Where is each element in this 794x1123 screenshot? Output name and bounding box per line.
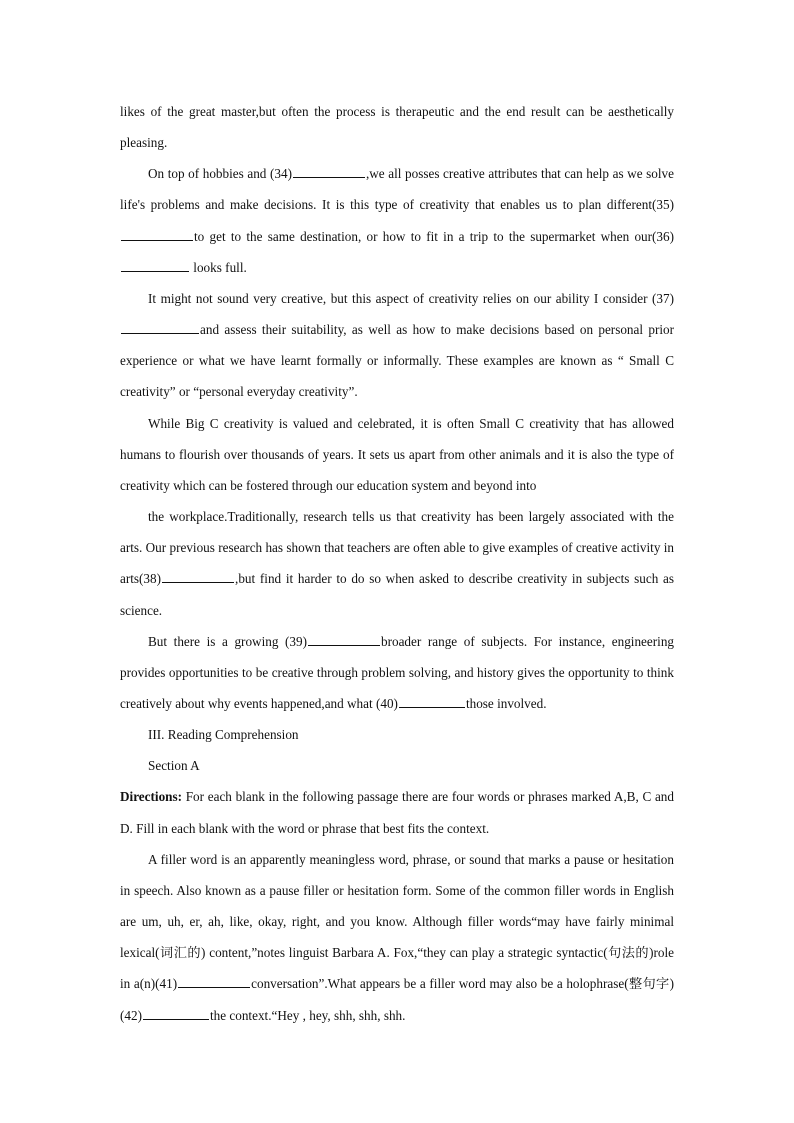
blank-40 xyxy=(399,695,465,708)
blank-42 xyxy=(143,1007,209,1020)
section-heading xyxy=(120,719,674,750)
paragraph-7 xyxy=(120,844,674,1031)
blank-37 xyxy=(121,321,199,334)
directions-text: For each blank in the following passage there are four words or phrases marked A,B, C and D. Fill in each blank with the word or phrase that best fits the context. xyxy=(120,789,674,836)
section-subheading-text: Section A xyxy=(148,758,200,774)
paragraph-6-text-c: those involved. xyxy=(465,695,547,711)
directions-label: Directions: xyxy=(120,789,183,805)
paragraph-5-text-b: ,but find it harder to do so when asked to describe creativity in subjects such as science. xyxy=(120,571,674,618)
paragraph-6-text-b: broader range of subjects. For instance, engineering provides opportunities to be creative through problem solving, and history gives the opportunity to think creatively about why events happened,and what (40) xyxy=(120,633,675,711)
blank-34 xyxy=(293,165,365,178)
paragraph-6-text-a: But there is a growing (39) xyxy=(148,633,307,649)
section-heading-text: III. Reading Comprehension xyxy=(148,727,299,743)
paragraph-3 xyxy=(120,283,674,408)
paragraph-3-text-a: It might not sound very creative, but this aspect of creativity relies on our ability I consider (37) xyxy=(148,290,674,306)
passage-text xyxy=(120,96,674,1031)
directions xyxy=(120,781,674,843)
blank-36 xyxy=(121,259,189,272)
paragraph-7-text-a: A filler word is an apparently meaningless word, phrase, or sound that marks a pause or hesitation in speech. Also known as a pause filler or hesitation form. Some of the common filler words in English are um, uh, er, ah, like, okay, right, and you know. Although filler words“may have fairly minimal lexical(词汇的) content,”notes linguist Barbara A. Fox,“they can play a strategic syntactic(句法的)role in a(n)(41) xyxy=(120,851,674,992)
blank-39 xyxy=(308,633,380,646)
paragraph-5 xyxy=(120,501,674,626)
paragraph-5-text-a: the workplace.Traditionally, research tells us that creativity has been largely associated with the arts. Our previous research has shown that teachers are often able to give examples of creative activity in arts(38) xyxy=(120,509,674,587)
blank-38 xyxy=(162,570,234,583)
paragraph-4-text: While Big C creativity is valued and celebrated, it is often Small C creativity that has allowed humans to flourish over thousands of years. It sets us apart from other animals and it is also the type of creativity which can be fostered through our education system and beyond into xyxy=(120,415,674,493)
section-subheading xyxy=(120,750,674,781)
paragraph-4 xyxy=(120,408,674,501)
paragraph-2-text-c: to get to the same destination, or how to fit in a trip to the supermarket when our(36) xyxy=(194,228,674,244)
paragraph-6 xyxy=(120,626,674,719)
paragraph-1 xyxy=(120,96,674,158)
blank-35 xyxy=(121,228,193,241)
paragraph-2-text-a: On top of hobbies and (34) xyxy=(148,166,292,182)
paragraph-2-text-b: ,we all posses creative attributes that can help as we solve life's problems and make decisions. It is this type of creativity that enables us to plan different(35) xyxy=(120,166,674,213)
paragraph-7-text-b: conversation”.What appears be a filler word may also be a holophrase(整句字)(42) xyxy=(120,976,674,1023)
paragraph-1-text: likes of the great master,but often the process is therapeutic and the end result can be aesthetically pleasing. xyxy=(120,104,674,151)
paragraph-2 xyxy=(120,158,674,283)
paragraph-7-text-c: the context.“Hey , hey, shh, shh, shh. xyxy=(209,1007,406,1023)
paragraph-2-text-d: looks full. xyxy=(190,259,247,275)
blank-41 xyxy=(178,975,250,988)
paragraph-3-text-b: and assess their suitability, as well as how to make decisions based on personal prior experience or what we have learnt formally or informally. These examples are known as “ Small C creativity” or “personal everyday creativity”. xyxy=(120,322,674,400)
